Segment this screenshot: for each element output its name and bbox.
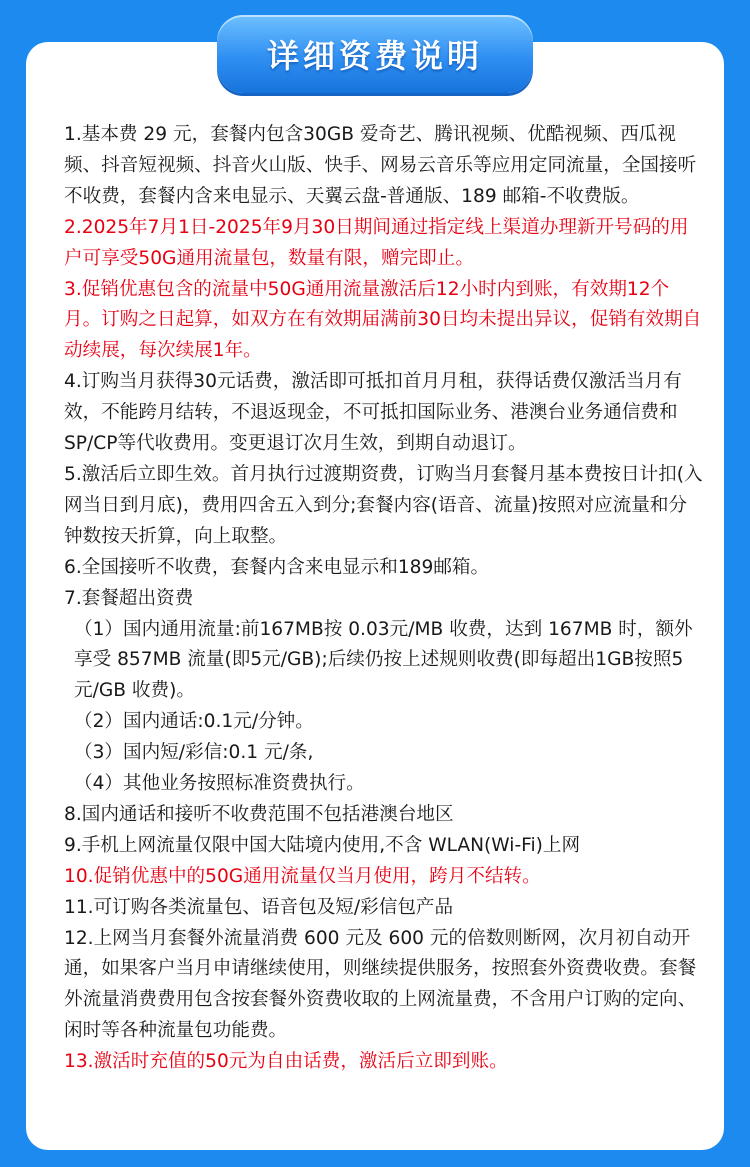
- list-item: 3.促销优惠包含的流量中50G通用流量激活后12小时内到账，有效期12个月。订购之日起算，如双方在有效期届满前30日均未提出异议，促销有效期自动续展，每次续展1年。: [64, 278, 702, 362]
- list-item: 12.上网当月套餐外流量消费 600 元及 600 元的倍数则断网，次月初自动开通，如果客户当月申请继续使用，则继续提供服务，按照套外资费收费。套餐外流量消费费用包含按套餐外资费收取的上网流量费，不含用户订购的定向、闲时等各种流量包功能费。: [64, 927, 697, 1042]
- list-item: 8.国内通话和接听不收费范围不包括港澳台地区: [64, 803, 454, 825]
- list-item: 7.套餐超出资费: [64, 587, 194, 609]
- list-item: （2）国内通话:0.1元/分钟。: [74, 711, 314, 733]
- list-item: 10.促销优惠中的50G通用流量仅当月使用，跨月不结转。: [64, 865, 541, 887]
- list-item: 4.订购当月获得30元话费，激活即可抵扣首月月租，获得话费仅激活当月有效，不能跨月结转，不退返现金，不可抵扣国际业务、港澳台业务通信费和 SP/CP等代收费用。变更退订次月生效，到期自动退订。: [64, 371, 682, 455]
- list-item: 6.全国接听不收费，套餐内含来电显示和189邮箱。: [64, 556, 490, 578]
- list-item: （3）国内短/彩信:0.1 元/条,: [74, 742, 314, 764]
- list-item: 1.基本费 29 元，套餐内包含30GB 爱奇艺、腾讯视频、优酷视频、西瓜视频、抖音短视频、抖音火山版、快手、网易云音乐等应用定同流量，全国接听不收费，套餐内含来电显示、天翼云盘-普通版、189 邮箱-不收费版。: [64, 124, 697, 207]
- list-item: 13.激活时充值的50元为自由话费，激活后立即到账。: [64, 1051, 508, 1073]
- page-title: 详细资费说明: [217, 15, 533, 93]
- list-item: （1）国内通用流量:前167MB按 0.03元/MB 收费，达到 167MB 时，额外享受 857MB 流量(即5元/GB);后续仍按上述规则收费(即每超出1GB按照5元/GB 收费)。: [74, 618, 693, 702]
- list-item: 9.手机上网流量仅限中国大陆境内使用,不含 WLAN(Wi-Fi)上网: [64, 834, 581, 856]
- list-item: 5.激活后立即生效。首月执行过渡期资费，订购当月套餐月基本费按日计扣(入网当日到月底)，费用四舍五入到分;套餐内容(语音、流量)按照对应流量和分钟数按天折算，向上取整。: [64, 463, 703, 547]
- tariff-list: [64, 120, 704, 1078]
- list-item: （4）其他业务按照标准资费执行。: [74, 773, 365, 795]
- list-item: 11.可订购各类流量包、语音包及短/彩信包产品: [64, 896, 454, 918]
- list-item: 2.2025年7月1日-2025年9月30日期间通过指定线上渠道办理新开号码的用户可享受50G通用流量包，数量有限，赠完即止。: [64, 216, 689, 269]
